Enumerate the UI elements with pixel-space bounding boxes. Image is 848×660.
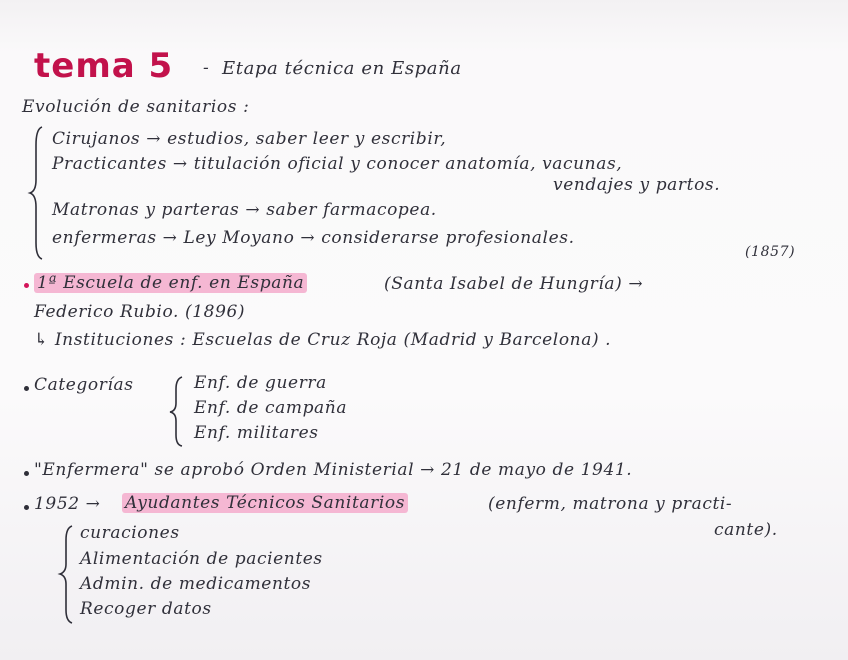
title-dash: - — [203, 58, 210, 78]
list-item: Enf. militares — [194, 423, 319, 443]
note-text: "Enfermera" se aprobó Orden Ministerial → 21 de mayo de 1941. — [34, 460, 633, 480]
list-item: Practicantes → titulación oficial y conocer anatomía, vacunas, — [52, 154, 623, 174]
highlighted-text — [34, 273, 307, 293]
highlighted-text — [122, 493, 408, 513]
list-item: Enf. de campaña — [194, 398, 348, 418]
categories-label: Categorías — [34, 375, 134, 395]
curly-brace — [168, 375, 188, 447]
list-item: Cirujanos → estudios, saber leer y escribir, — [52, 129, 447, 149]
note-text: 1952 → — [34, 494, 101, 514]
highlight-marker: 1ª Escuela de enf. en España — [34, 273, 307, 293]
topic-subtitle: Etapa técnica en España — [222, 58, 462, 79]
bullet — [24, 471, 29, 476]
list-item: Admin. de medicamentos — [80, 574, 312, 594]
list-item: Matronas y parteras → saber farmacopea. — [52, 200, 437, 220]
note-text: (Santa Isabel de Hungría) → — [384, 274, 644, 294]
list-item: Alimentación de pacientes — [80, 549, 323, 569]
bullet — [24, 505, 29, 510]
note-text: cante). — [714, 520, 778, 540]
note-text: (enferm, matrona y practi- — [488, 494, 733, 514]
bullet — [24, 386, 29, 391]
topic-title: tema 5 — [34, 46, 174, 86]
list-item: Enf. de guerra — [194, 373, 327, 393]
section-heading: Evolución de sanitarios : — [22, 97, 250, 117]
curly-brace — [28, 125, 48, 260]
year-note: (1857) — [745, 244, 796, 260]
list-item-continuation: vendajes y partos. — [553, 175, 721, 195]
list-item: Recoger datos — [80, 599, 212, 619]
list-item: enfermeras → Ley Moyano → considerarse profesionales. — [52, 228, 575, 248]
note-text: ↳ Instituciones : Escuelas de Cruz Roja (Madrid y Barcelona) . — [34, 330, 612, 350]
note-text: Federico Rubio. (1896) — [34, 302, 246, 322]
list-item: curaciones — [80, 523, 180, 543]
highlight-marker: Ayudantes Técnicos Sanitarios — [122, 493, 408, 513]
curly-brace — [58, 524, 78, 624]
bullet — [24, 283, 29, 288]
